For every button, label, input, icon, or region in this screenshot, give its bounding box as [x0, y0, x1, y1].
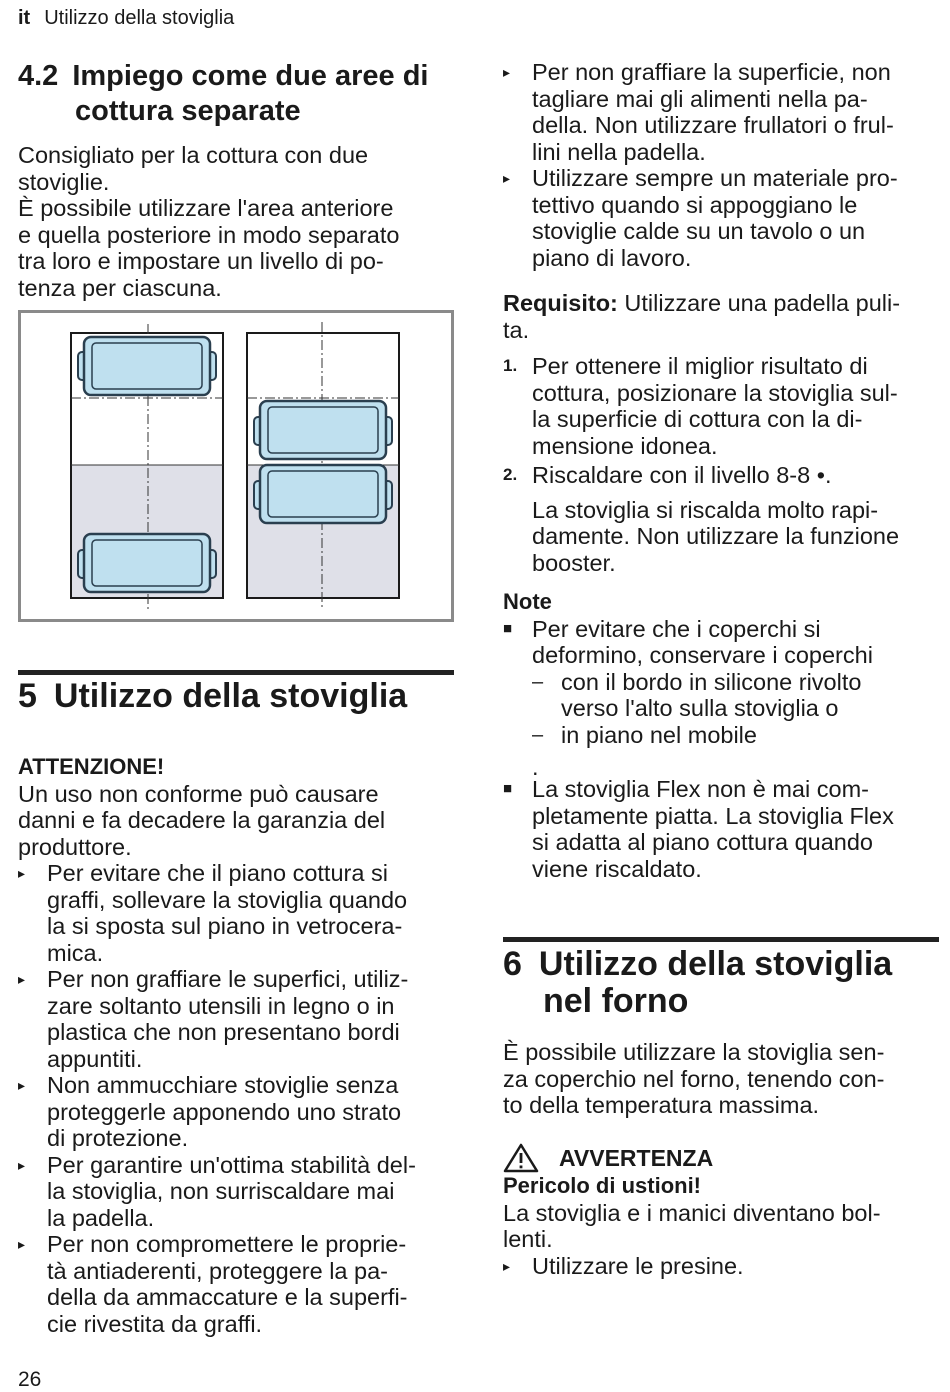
section-4-2-heading: 4.2 Impiego come due aree di cottura separate [18, 60, 429, 127]
attention-block: ATTENZIONE! Un uso non conforme può causare danni e fa decadere la garanzia del produttore. ▸ Per evitare che il piano cottura si graffi, sollevare la stoviglia quando la si sposta sul piano in vetrocera- mica. ▸ Per non graffiare le superfici, utiliz- zare soltanto utensili in legno o in plastica che non presentano bordi appuntiti. ▸ Non ammucchiare stoviglie senza proteggerle apponendo uno strato di protezione. ▸ Per garantire un'ottima stabilità del- la stoviglia, non surriscaldare mai la padella. ▸ Per non compromettere le proprie- tà antiaderenti, proteggere la pa- della da ammaccature e la superfi- cie rivestita da graffi. [18, 754, 454, 1337]
step-item: 1. Per ottenere il miglior risultato di cottura, posizionare la stoviglia sul- la superficie di cottura con la di- mensione idonea. [503, 353, 898, 459]
step-number: 1. [503, 356, 518, 375]
square-bullet-icon: ■ [503, 780, 513, 797]
triangle-bullet-icon: ▸ [18, 1077, 26, 1093]
warning-block: AVVERTENZA Pericolo di ustioni! La stoviglia e i manici diventano bol- lenti. ▸ Utilizzare le presine. [503, 1143, 939, 1279]
triangle-bullet-icon: ▸ [18, 971, 26, 987]
section-6-rule [503, 937, 939, 942]
list-item: ■ La stoviglia Flex non è mai com- pletamente piatta. La stoviglia Flex si adatta al piano cottura quando viene riscaldato. [503, 776, 894, 882]
list-item: ▸ Per non graffiare la superficie, non tagliare mai gli alimenti nella pa- della. Non utilizzare frullatori o frul- lini nella padella. [503, 59, 894, 165]
section-5-rule [18, 670, 454, 675]
section-4-2-intro: Consigliato per la cottura con due stoviglie. È possibile utilizzare l'area anteriore e quella posteriore in modo separato tra loro e impostare un livello di po- tenza per ciascuna. [18, 142, 400, 301]
warning-triangle-icon [503, 1143, 539, 1173]
step-result: La stoviglia si riscalda molto rapi- damente. Non utilizzare la funzione booster. [532, 496, 900, 576]
right-bullets [503, 59, 939, 271]
list-item: ▸ Per evitare che il piano cottura si graffi, sollevare la stoviglia quando la si sposta sul piano in vetrocera- mica. [18, 860, 408, 966]
list-item: ■ Per evitare che i coperchi si deformino, conservare i coperchi – con il bordo in silicone rivolto verso l'alto sulla stoviglia o – in piano nel mobile [503, 616, 939, 749]
notes-title: Note [503, 589, 552, 614]
note-period: . [532, 754, 539, 780]
triangle-bullet-icon: ▸ [503, 64, 511, 80]
list-item: ▸ Utilizzare le presine. [503, 1252, 744, 1279]
page-number: 26 [18, 1368, 42, 1391]
warning-subtitle: Pericolo di ustioni! [503, 1173, 702, 1198]
steps-list [503, 353, 939, 576]
warning-title: AVVERTENZA [559, 1144, 714, 1171]
step-number: 2. [503, 465, 518, 484]
sub-list-item: – in piano nel mobile [532, 721, 757, 748]
two-zone-diagram [18, 310, 454, 622]
header-title: Utilizzo della stoviglia [44, 7, 235, 29]
attention-title: ATTENZIONE! [18, 754, 165, 779]
requirement: Requisito: Utilizzare una padella puli- ta. [503, 290, 901, 343]
sub-list-item: – con il bordo in silicone rivolto verso l'alto sulla stoviglia o [532, 668, 862, 721]
step-item: 2. Riscaldare con il livello 8-8 •. [503, 462, 832, 488]
list-item: ▸ Utilizzare sempre un materiale pro- tettivo quando si appoggiano le stoviglie calde su un tavolo o un piano di lavoro. [503, 165, 898, 271]
pan-back-right [254, 401, 392, 459]
square-bullet-icon: ■ [503, 619, 513, 637]
language-code: it [18, 7, 31, 29]
triangle-bullet-icon: ▸ [18, 865, 26, 881]
triangle-bullet-icon: ▸ [503, 1257, 511, 1274]
left-hob [71, 324, 223, 610]
pan-front-left [78, 534, 216, 592]
requirement-label: Requisito: [503, 290, 618, 316]
list-item: ▸ Per non compromettere le proprie- tà antiaderenti, proteggere la pa- della da ammaccature e la superfi- cie rivestita da graffi. [18, 1231, 408, 1337]
pan-front-right [254, 465, 392, 523]
triangle-bullet-icon: ▸ [18, 1156, 26, 1173]
notes-block [503, 589, 939, 882]
section-6-heading: 6 Utilizzo della stoviglia nel forno [503, 945, 893, 1020]
dash-icon: – [532, 670, 544, 693]
pan-back-left [78, 337, 216, 395]
triangle-bullet-icon: ▸ [18, 1236, 26, 1252]
list-item: ▸ Per non graffiare le superfici, utiliz- zare soltanto utensili in legno o in plastica che non presentano bordi appuntiti. [18, 966, 409, 1072]
dash-icon: – [532, 723, 544, 746]
list-item: ▸ Per garantire un'ottima stabilità del- la stoviglia, non surriscaldare mai la padella. [18, 1151, 416, 1231]
triangle-bullet-icon: ▸ [503, 170, 511, 186]
page-header [18, 7, 234, 30]
cooking-zones-illustration [18, 310, 454, 622]
list-item: ▸ Non ammucchiare stoviglie senza proteggerle apponendo uno strato di protezione. [18, 1072, 402, 1151]
section-5-heading: 5 Utilizzo della stoviglia [18, 677, 408, 715]
section-6-text: È possibile utilizzare la stoviglia sen- za coperchio nel forno, tenendo con- to della temperatura massima. [503, 1039, 885, 1118]
